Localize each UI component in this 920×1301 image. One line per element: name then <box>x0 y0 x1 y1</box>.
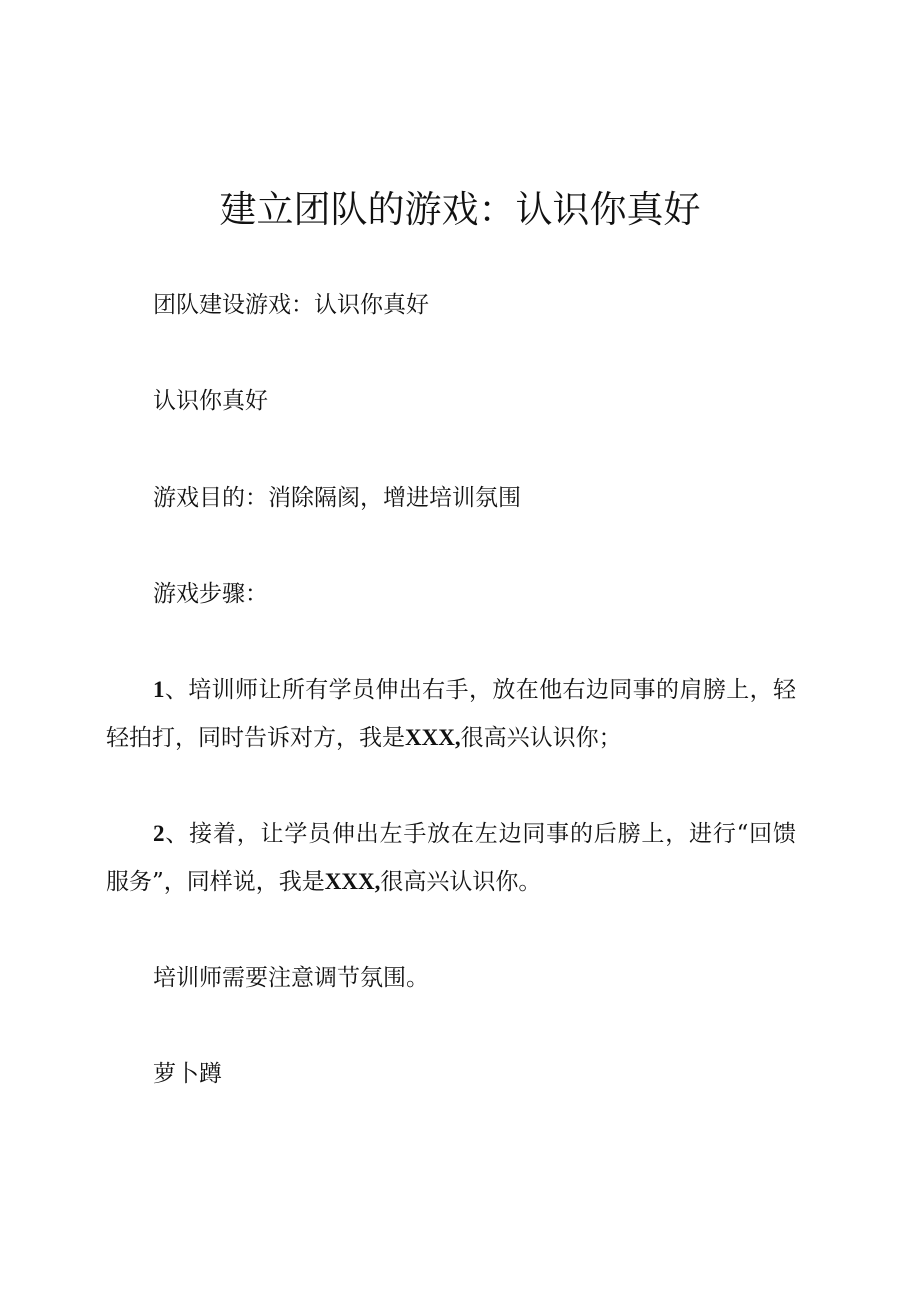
step-2-name: XXX, <box>324 869 381 894</box>
paragraph-trainer-note: 培训师需要注意调节氛围。 <box>153 965 429 991</box>
step-2-text-a: 、接着，让学员伸出左手放在左边同事的后膀上，进行“回馈服务”，同样说，我是 <box>106 821 796 895</box>
step-1-text-b: 很高兴认识你； <box>460 725 622 751</box>
step-2-text-b: 很高兴认识你。 <box>380 869 542 895</box>
paragraph-game-steps-heading: 游戏步骤： <box>153 581 268 607</box>
paragraph-step-2 <box>106 810 796 906</box>
step-2-number: 2 <box>153 821 165 846</box>
paragraph-game-purpose: 游戏目的：消除隔阂，增进培训氛围 <box>153 485 521 511</box>
step-1-name: XXX, <box>405 725 461 750</box>
step-1-text-a: 、培训师让所有学员伸出右手，放在他右边同事的肩膀上，轻轻拍打，同时告诉对方，我是 <box>106 677 796 751</box>
paragraph-game-name: 认识你真好 <box>153 388 268 414</box>
paragraph-next-game-name: 萝卜蹲 <box>153 1061 222 1087</box>
paragraph-step-1 <box>106 666 796 762</box>
document-title: 建立团队的游戏：认识你真好 <box>219 188 701 231</box>
paragraph-subtitle: 团队建设游戏：认识你真好 <box>153 292 429 318</box>
step-1-number: 1 <box>153 677 165 702</box>
